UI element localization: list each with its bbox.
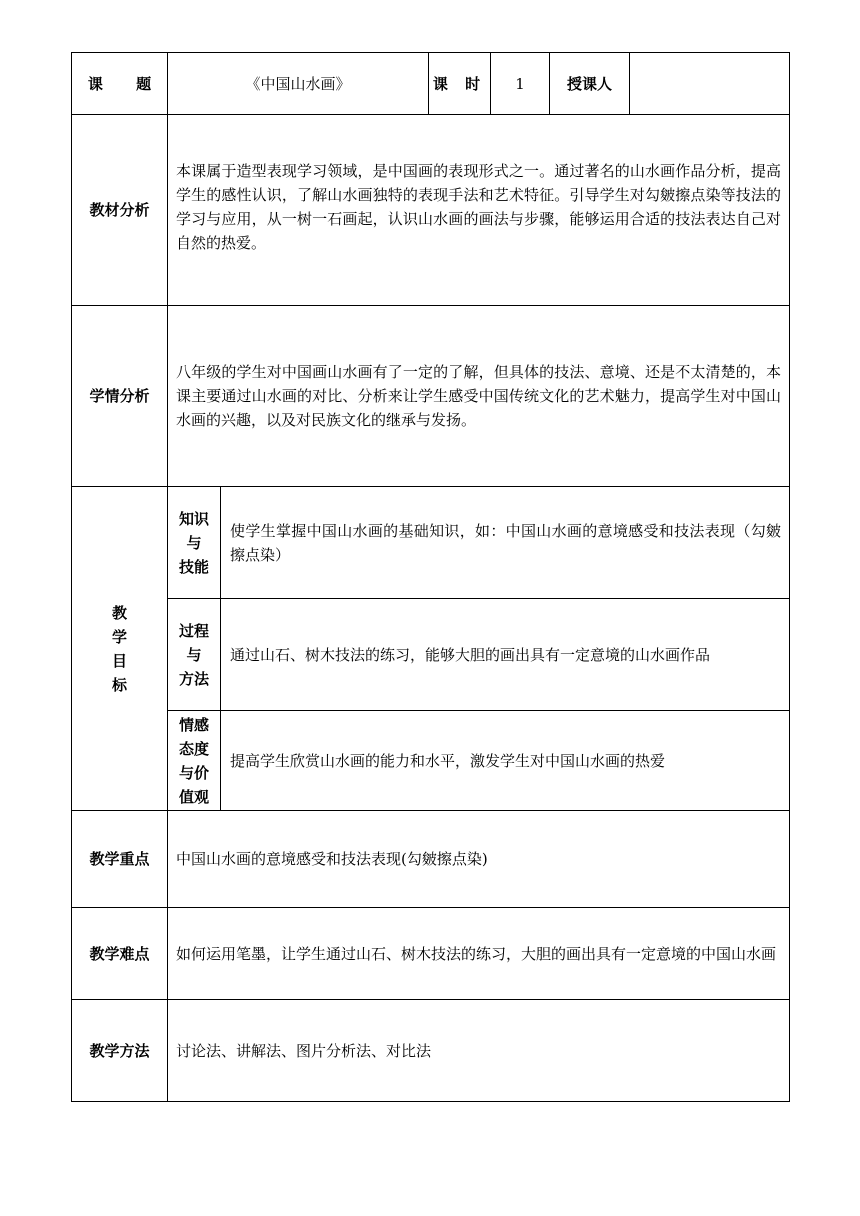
key-points-label: 教学重点	[72, 811, 168, 908]
label-line: 与	[186, 533, 202, 552]
objectives-label-char: 目	[111, 651, 127, 670]
student-analysis-text: 八年级的学生对中国画山水画有了一定的了解，但具体的技法、意境、还是不太清楚的，本课主要通过山水画的对比、分析来让学生感受中国传统文化的艺术魅力，提高学生对中国山水画的兴趣，以及对民族文化的继承与发扬。	[168, 306, 790, 487]
material-analysis-row	[72, 115, 790, 306]
label-line: 方法	[178, 669, 209, 688]
objectives-label-char: 标	[111, 675, 127, 694]
objective-knowledge-row	[72, 487, 790, 599]
emotion-values-label	[168, 711, 221, 811]
objective-process-row	[72, 599, 790, 711]
key-points-text: 中国山水画的意境感受和技法表现(勾皴擦点染)	[168, 811, 790, 908]
knowledge-skills-label	[168, 487, 221, 599]
lesson-plan-table	[71, 52, 790, 1102]
label-line: 与价	[178, 763, 209, 782]
objectives-label	[72, 487, 168, 811]
label-line: 知识	[178, 509, 209, 528]
objective-emotion-row	[72, 711, 790, 811]
label-line: 与	[186, 645, 202, 664]
student-analysis-row	[72, 306, 790, 487]
key-points-row	[72, 811, 790, 908]
material-analysis-label: 教材分析	[72, 115, 168, 306]
methods-label: 教学方法	[72, 1000, 168, 1102]
material-analysis-text: 本课属于造型表现学习领域，是中国画的表现形式之一。通过著名的山水画作品分析，提高学生的感性认识，了解山水画独特的表现手法和艺术特征。引导学生对勾皴擦点染等技法的学习与应用，从一树一石画起，认识山水画的画法与步骤，能够运用合适的技法表达自己对自然的热爱。	[168, 115, 790, 306]
label-line: 情感	[178, 715, 209, 734]
objectives-label-char: 教	[111, 603, 127, 622]
label-line: 态度	[178, 739, 209, 758]
difficulties-label: 教学难点	[72, 908, 168, 1000]
knowledge-skills-text: 使学生掌握中国山水画的基础知识，如：中国山水画的意境感受和技法表现（勾皴擦点染）	[221, 487, 790, 599]
methods-text: 讨论法、讲解法、图片分析法、对比法	[168, 1000, 790, 1102]
label-line: 技能	[178, 557, 209, 576]
difficulties-row	[72, 908, 790, 1000]
process-methods-label	[168, 599, 221, 711]
label-line: 过程	[178, 621, 209, 640]
objectives-label-char: 学	[111, 627, 127, 646]
process-methods-text: 通过山石、树木技法的练习，能够大胆的画出具有一定意境的山水画作品	[221, 599, 790, 711]
teacher-label: 授课人	[550, 53, 630, 115]
difficulties-text: 如何运用笔墨，让学生通过山石、树木技法的练习，大胆的画出具有一定意境的中国山水画	[168, 908, 790, 1000]
header-row	[72, 53, 790, 115]
emotion-values-text: 提高学生欣赏山水画的能力和水平，激发学生对中国山水画的热爱	[221, 711, 790, 811]
teacher-value	[630, 53, 790, 115]
topic-label: 课 题	[72, 53, 168, 115]
hours-value: 1	[491, 53, 550, 115]
topic-value: 《中国山水画》	[168, 53, 429, 115]
methods-row	[72, 1000, 790, 1102]
hours-label: 课 时	[429, 53, 491, 115]
label-line: 值观	[178, 787, 209, 806]
student-analysis-label: 学情分析	[72, 306, 168, 487]
